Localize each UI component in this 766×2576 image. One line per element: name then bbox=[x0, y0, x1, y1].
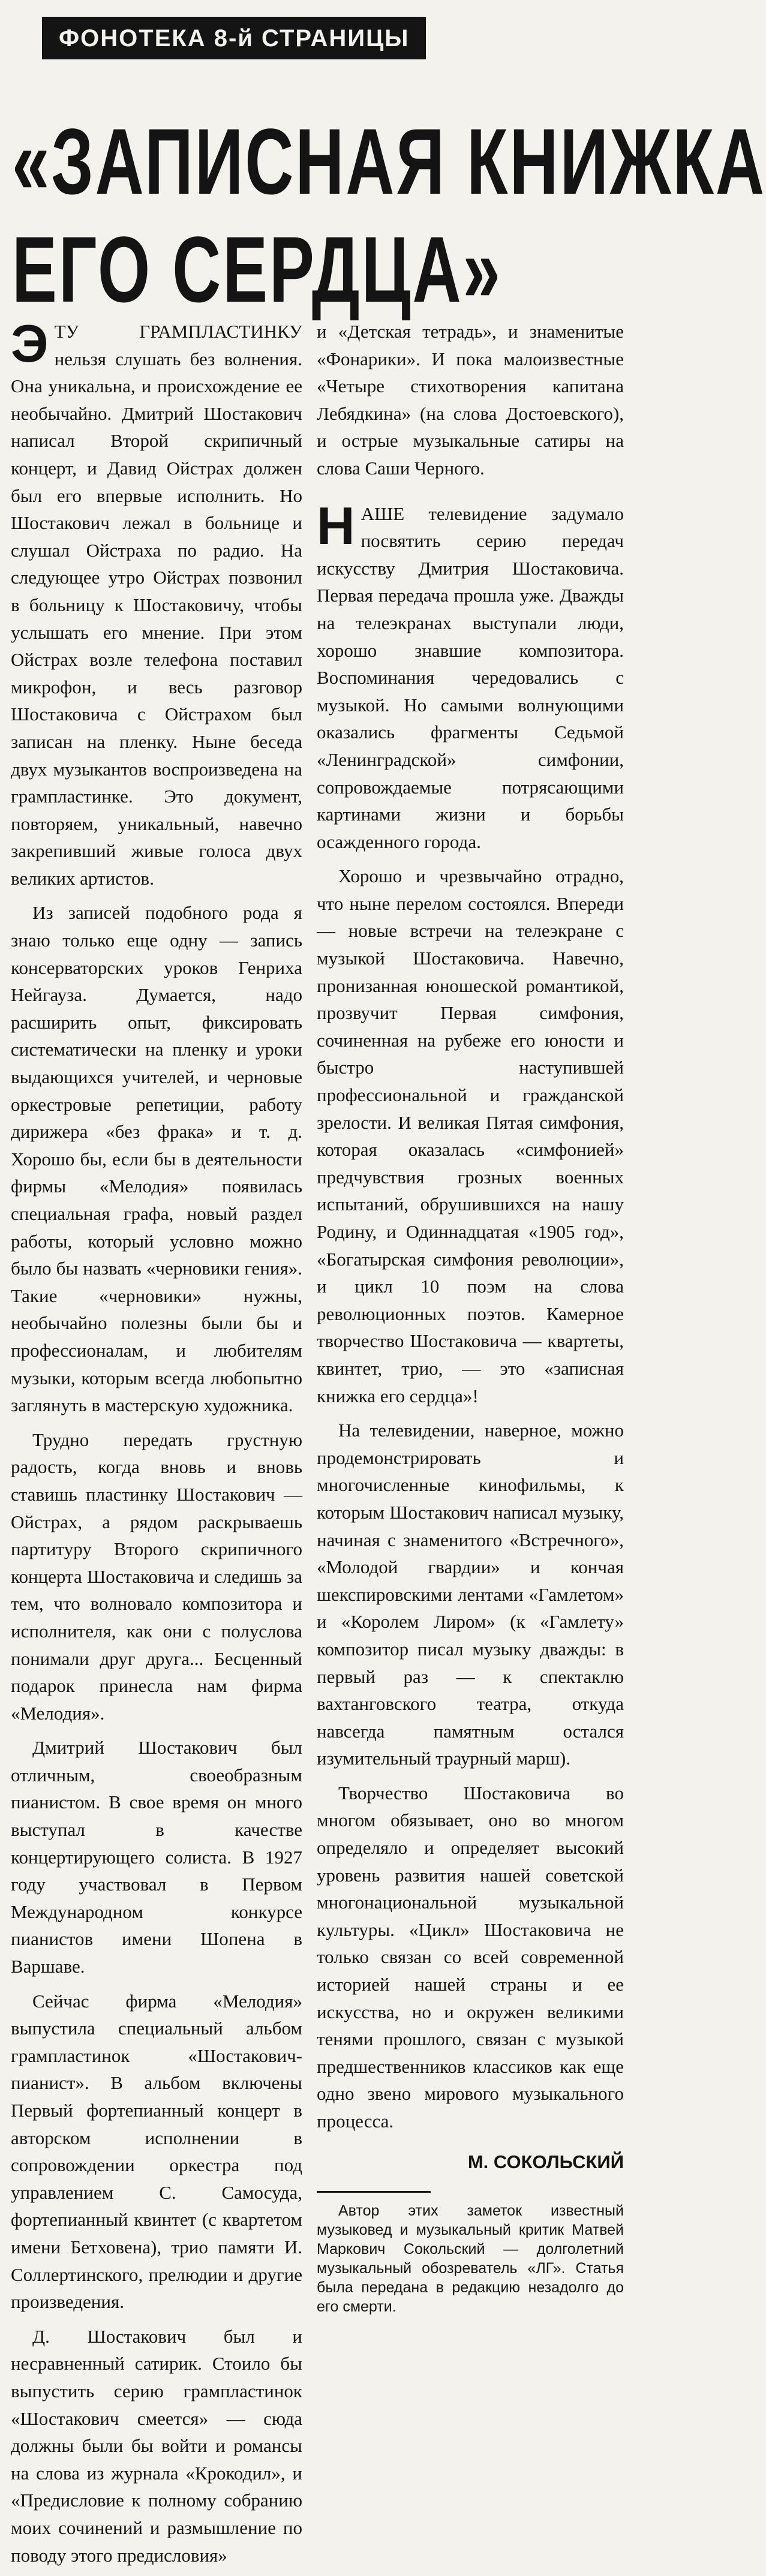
paragraph-section-start bbox=[317, 495, 624, 856]
paragraph-text: Из записей подобного рода я знаю только еще одну — запись консерваторских уроков Генриха Нейгауза. Думается, надо расширить опыт, фиксировать систематически на пленку и уроки выдающихся учителей, и черновые оркестровые репетиции, работу дирижера «без фрака» и т. д. Хорошо бы, если бы в деятельности фирмы «Мелодия» появилась специальная графа, новый раздел работы, который условно можно было бы назвать «черновики гения». Такие «черновики» нужны, необычайно полезны были бы и профессионалам, и любителям музыки, которым всегда любопытно заглянуть в мастерскую художника. bbox=[11, 902, 302, 1416]
editorial-note: Автор этих заметок известный музыковед и музыкальный критик Матвей Маркович Сокольский — долголетний музыкальный обозреватель «ЛГ». Статья была передана в редакцию незадолго до его смерти. bbox=[317, 2202, 624, 2316]
headline-line-1: «ЗАПИСНАЯ КНИЖКА bbox=[12, 110, 766, 214]
headline-line-2: ЕГО СЕРДЦА» bbox=[12, 218, 502, 322]
paragraph-text: Сейчас фирма «Мелодия» выпустила специальный альбом грампластинок «Шостакович-пианист». В альбом включены Первый фортепианный концерт в авторском исполнении в сопровождении оркестра под управлением С. Самосуда, фортепианный квинтет (с квартетом имени Бетховена), трио памяти И. Соллертинского, прелюдии и другие произведения. bbox=[11, 1990, 302, 2313]
drop-cap-letter: Н bbox=[317, 495, 355, 555]
paragraph-text: Творчество Шостаковича во многом обязывает, оно во многом определяло и определяет высокий уровень развития нашей советской многонациональной музыкальной культуры. «Цикл» Шостаковича не только связан со всей современной историей нашей страны и ее искусства, но и окружен великими тенями прошлого, связан с музыкой предшественников классиков как еще одно звено мирового музыкального процесса. bbox=[317, 1782, 624, 2132]
paragraph-text: АШЕ телевидение задумало посвятить серию передач искусству Дмитрия Шостаковича. Первая передача прошла уже. Дважды на телеэкранах выступали люди, хорошо знавшие композитора. Воспоминания чередовались с музыкой. Но самыми волнующими оказались фрагменты Седьмой «Ленинградской» симфонии, сопровождаемые потрясающими картинами жизни и борьбы осажденного города. bbox=[317, 503, 624, 852]
right-column bbox=[317, 318, 624, 2323]
left-column bbox=[11, 314, 302, 2576]
paragraph-text: На телевидении, наверное, можно продемонстрировать и многочисленные кинофильмы, к которым Шостакович написал музыку, начиная с знаменитого «Встречного», «Молодой гвардии» и кончая шекспировскими лентами «Гамлетом» и «Королем Лиром» (к «Гамлету» композитор писал музыку дважды: в первый раз — к спектаклю вахтанговского театра, откуда навсегда памятным остался изумительный траурный марш). bbox=[317, 1420, 624, 1769]
paragraph-text: Трудно передать грустную радость, когда вновь и вновь ставишь пластинку Шостакович — Ойстрах, а рядом раскрываешь партитуру Второго скрипичного концерта Шостаковича и следишь за тем, что волновало композитора и исполнителя, как они с полуслова понимали друг друга... Бесценный подарок принесла нам фирма «Мелодия». bbox=[11, 1429, 302, 1724]
section-rubric: ФОНОТЕКА 8-й СТРАНИЦЫ bbox=[42, 17, 426, 59]
paragraph-text: Д. Шостакович был и несравненный сатирик. Стоило бы выпустить серию грампластинок «Шостакович смеется» — сюда должны были бы войти и романсы на слова из журнала «Крокодил», и «Предисловие к полному собранию моих сочинений и размышление по поводу этого предисловия» bbox=[11, 2325, 302, 2566]
paragraph-text: и «Детская тетрадь», и знаменитые «Фонарики». И пока малоизвестные «Четыре стихотворения капитана Лебядкина» (на слова Достоевского), и острые музыкальные сатиры на слова Саши Черного. bbox=[317, 321, 624, 479]
drop-cap-letter: Э bbox=[11, 314, 49, 373]
paragraph-text: Дмитрий Шостакович был отличным, своеобразным пианистом. В свое время он много выступал в качестве концертирующего солиста. В 1927 году участвовал в Первом Международном конкурсе пианистов имени Шопена в Варшаве. bbox=[11, 1737, 302, 1977]
paragraph-text: ТУ ГРАМПЛАСТИНКУ нельзя слушать без волнения. Она уникальна, и происхождение ее необычайно. Дмитрий Шостакович написал Второй скрипичный концерт, и Давид Ойстрах должен был его впервые исполнить. Но Шостакович лежал в больнице и слушал Ойстраха по радио. На следующее утро Ойстрах позвонил в больницу к Шостаковичу, чтобы услышать его мнение. При этом Ойстрах возле телефона поставил микрофон, и весь разговор Шостаковича с Ойстрахом был записан на пленку. Ныне беседа двух музыкантов воспроизведена на грампластинке. Это документ, повторяем, уникальный, навечно закрепивший живые голоса двух великих артистов. bbox=[11, 321, 302, 889]
note-divider bbox=[317, 2191, 431, 2193]
author-signature: М. СОКОЛЬСКИЙ bbox=[467, 2151, 624, 2172]
paragraph-text: Хорошо и чрезвычайно отрадно, что ныне перелом состоялся. Впереди — новые встречи на телеэкране с музыкой Шостаковича. Навечно, пронизанная юношеской романтикой, прозвучит Первая симфония, сочиненная на рубеже его юности и быстро наступившей профессиональной и гражданской зрелости. И великая Пятая симфония, которая оказалась «симфонией» предчувствия грозных военных испытаний, обрушившихся на нашу Родину, и Одиннадцатая «1905 год», «Богатырская симфония революции», и цикл 10 поэм на слова революционных поэтов. Камерное творчество Шостаковича — квартеты, квинтет, трио, — это «записная книжка его сердца»! bbox=[317, 865, 624, 1406]
article-headline bbox=[12, 108, 766, 324]
paragraph-intro bbox=[11, 314, 302, 892]
